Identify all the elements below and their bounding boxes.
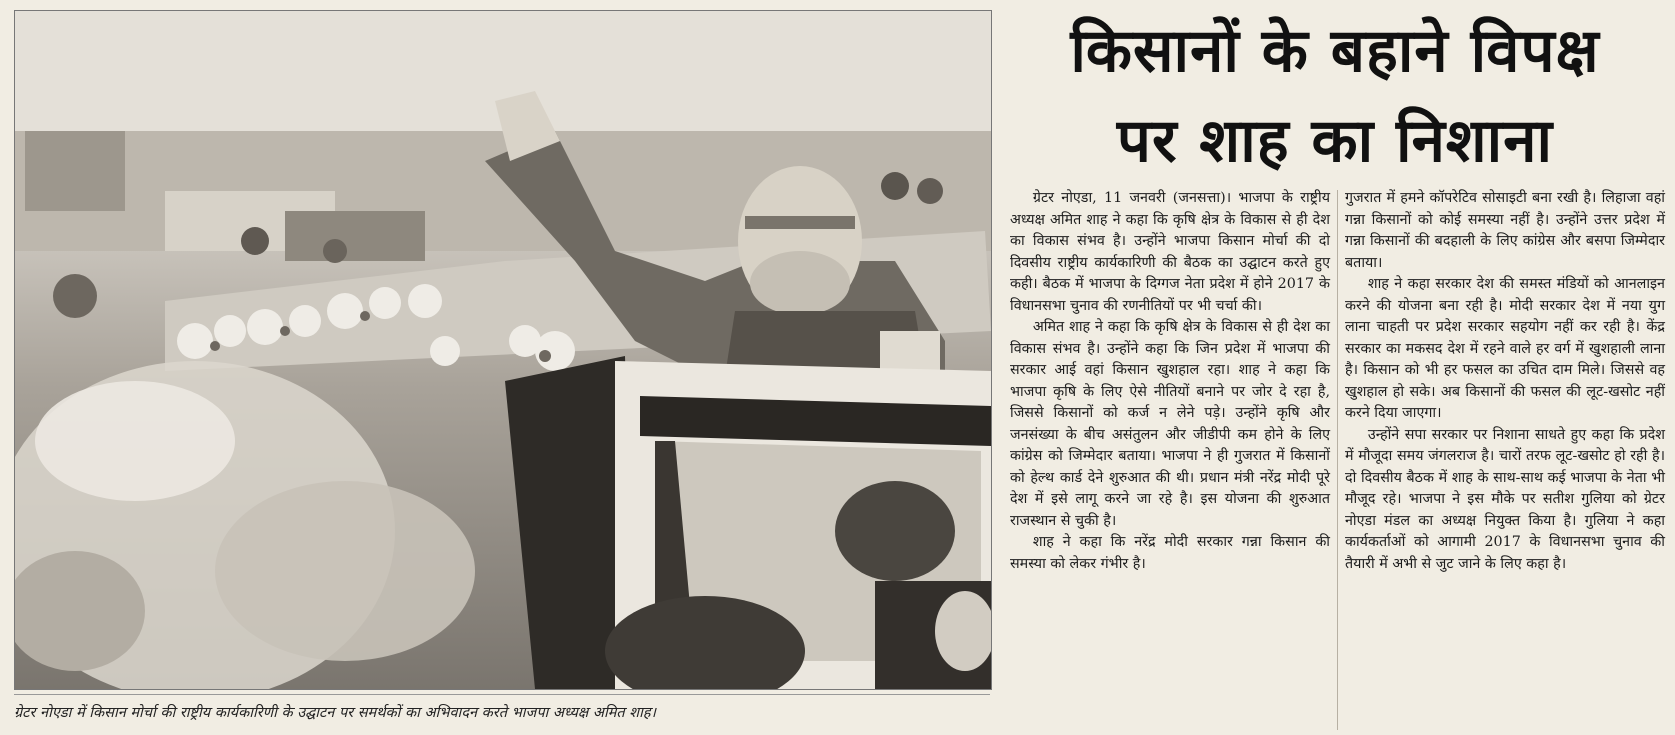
paragraph: गुजरात में हमने कॉपरेटिव सोसाइटी बना रखी है। लिहाजा वहां गन्ना किसानों को कोई समस्या नहीं है। उन्होंने उत्तर प्रदेश में गन्ना किसानों की बदहाली के लिए कांग्रेस और बसपा जिम्मेदार बताया।: [1345, 190, 1665, 271]
paragraph: उन्होंने सपा सरकार पर निशाना साधते हुए कहा कि प्रदेश में मौजूदा समय जंगलराज है। चारों तरफ लूट-खसोट हो रही है। दो दिवसीय बैठक में शाह के साथ-साथ कई भाजपा के नेता भी मौजूद रहे। भाजपा ने इस मौके पर सतीश गुलिया को ग्रेटर नोएडा मंडल का अध्यक्ष नियुक्त किया है। गुलिया ने कहा कार्यकर्ताओं को आगामी 2017 के विधानसभा चुनाव की तैयारी में अभी से जुट जाने के लिए कहा है।: [1345, 426, 1665, 572]
paragraph: अमित शाह ने कहा कि कृषि क्षेत्र के विकास से ही देश का विकास संभव है। उन्होंने कहा कि जिन प्रदेश में भाजपा की सरकार आई वहां किसान खुशहाल रहा। शाह ने कहा कि भाजपा कृषि के लिए ऐसे नीतियों बनाने पर जोर दे रहा है, जिससे किसानों को कर्ज न लेने पड़े। उन्होंने कृषि और जनसंख्या के बीच असंतुलन और जीडीपी कम होने के लिए कांग्रेस को जिम्मेदार बताया। भाजपा ने ही गुजरात में किसानों को हेल्थ कार्ड देने शुरुआत की थी। प्रधान मंत्री नरेंद्र मोदी पूरे देश में इसे लागू करने जा रहे है। इस योजना की शुरुआत राजस्थान से चुकी है।: [1010, 319, 1330, 529]
news-photo: [14, 10, 992, 690]
photo-illustration: [15, 11, 991, 689]
column-divider: [1337, 190, 1338, 730]
article-column-1: [1010, 188, 1330, 575]
paragraph: शाह ने कहा कि नरेंद्र मोदी सरकार गन्ना किसान की समस्या को लेकर गंभीर है।: [1010, 534, 1330, 572]
paragraph: शाह ने कहा सरकार देश की समस्त मंडियों को आनलाइन करने की योजना बना रही है। मोदी सरकार देश में नया युग लाना चाहती पर प्रदेश सरकार सहयोग नहीं कर रही है। केंद्र सरकार का मकसद देश में रहने वाले हर वर्ग में खुशहाली लाना है। किसान को भी हर फसल का उचित दाम मिले। जिससे वह खुशहाल हो सके। अब किसानों की फसल की लूट-खसोट नहीं करने दिया जाएगा।: [1345, 276, 1665, 421]
headline: [1002, 6, 1668, 186]
paragraph: ग्रेटर नोएडा, 11 जनवरी (जनसत्ता)। भाजपा के राष्ट्रीय अध्यक्ष अमित शाह ने कहा कि कृषि क्षेत्र के विकास से ही देश का विकास संभव है। उन्होंने भाजपा किसान मोर्चा की दो दिवसीय राष्ट्रीय कार्यकारिणी की बैठक का उद्घाटन करते हुए कही। बैठक में भाजपा के दिग्गज नेता प्रदेश में होने 2017 के विधानसभा चुनाव की रणनीतियों पर भी चर्चा की।: [1010, 190, 1330, 314]
photo-caption: ग्रेटर नोएडा में किसान मोर्चा की राष्ट्रीय कार्यकारिणी के उद्घाटन पर समर्थकों का अभिवादन करते भाजपा अध्यक्ष अमित शाह।: [14, 694, 990, 731]
article-column-2: [1345, 188, 1665, 575]
headline-line-1: किसानों के बहाने विपक्ष: [1070, 16, 1600, 86]
headline-line-2: पर शाह का निशाना: [1116, 106, 1554, 176]
